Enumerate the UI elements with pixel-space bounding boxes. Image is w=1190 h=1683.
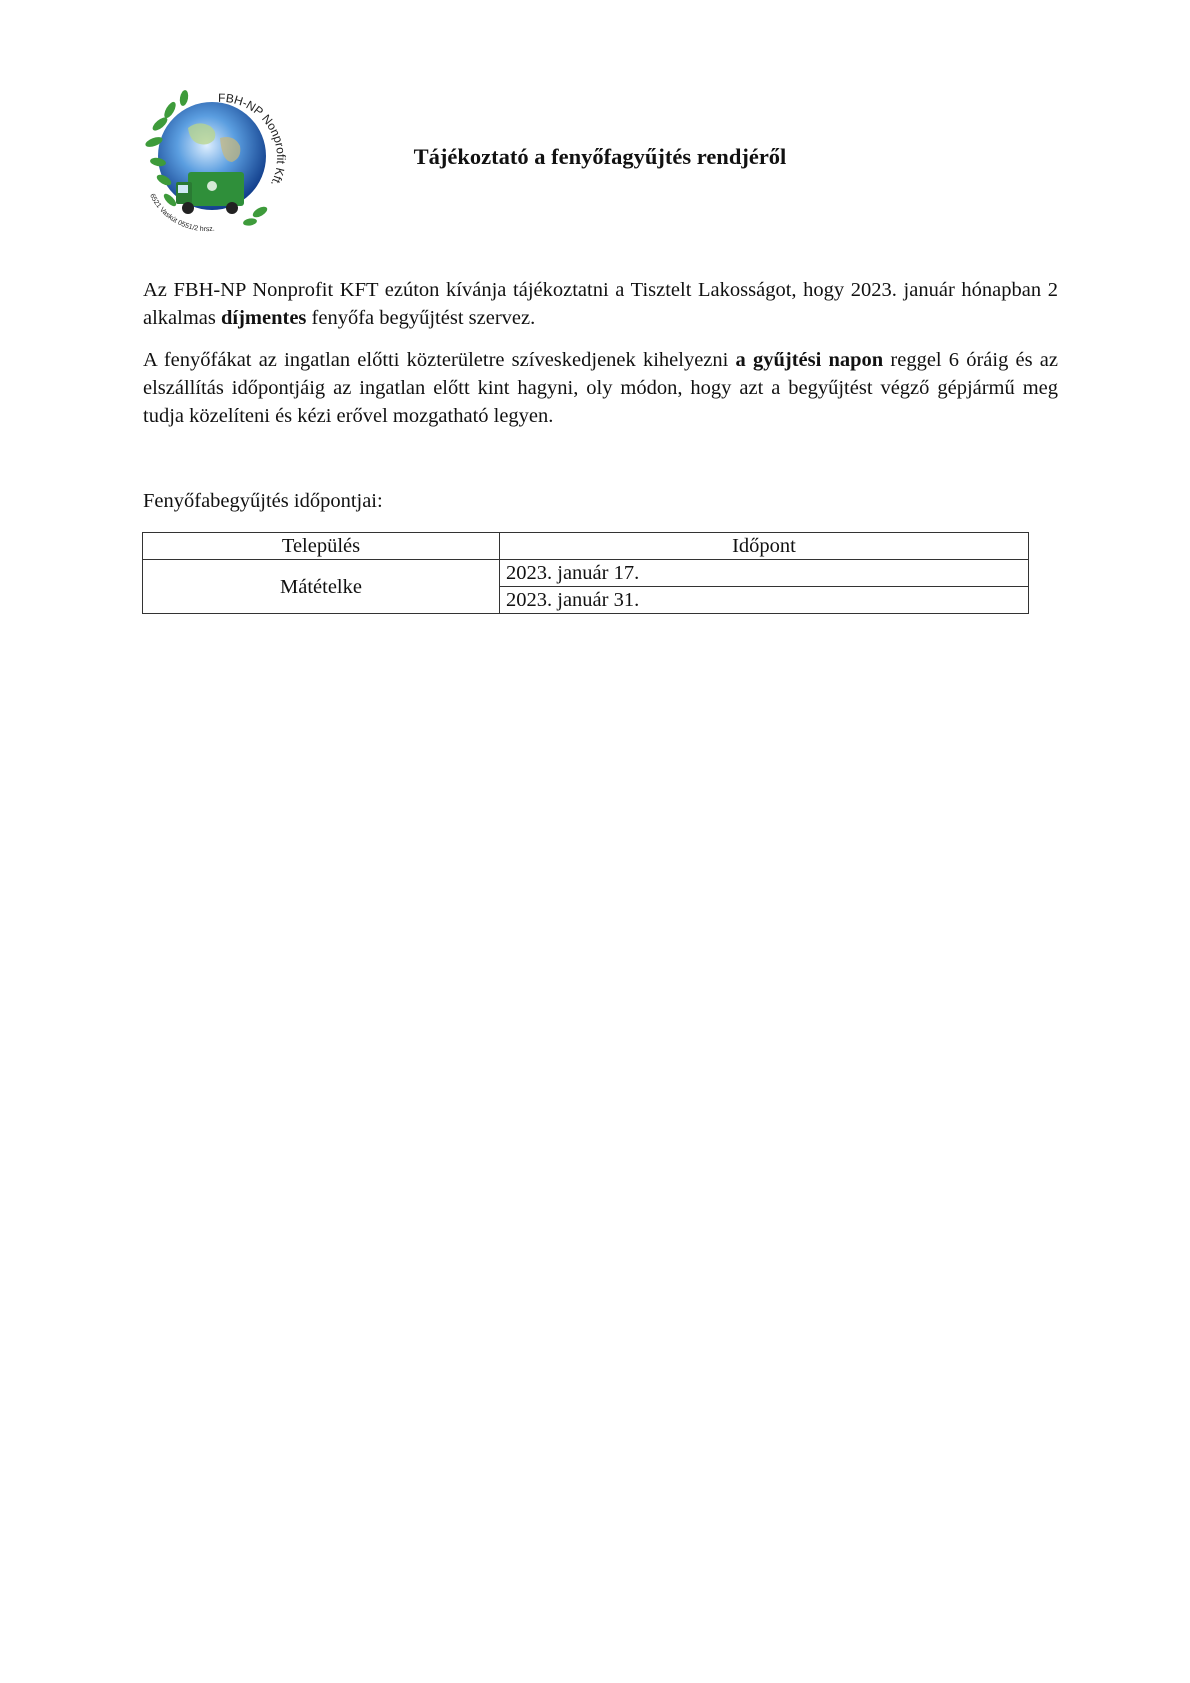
intro-text-start: Az FBH-NP Nonprofit KFT ezúton kívánja tájékoztatni a Tisztelt Lakosságot, hogy 2023. január hónapban 2 alkalmas	[143, 279, 1058, 329]
table-row	[143, 560, 1029, 587]
intro-text-end: fenyőfa begyűjtést szervez.	[306, 307, 536, 329]
column-header-settlement: Település	[143, 533, 500, 560]
company-logo	[140, 80, 300, 238]
intro-text-bold: díjmentes	[221, 307, 307, 329]
page-title: Tájékoztató a fenyőfagyűjtés rendjéről	[413, 144, 787, 169]
instructions-text-end: reggel 6 óráig és az elszállítás időpontjáig az ingatlan előtt kint hagyni, oly módon, hogy azt a begyűjtést végző gépjármű meg tudja közelíteni és kézi erővel mozgatható legyen.	[143, 349, 1059, 427]
instructions-text-start: A fenyőfákat az ingatlan előtti közterületre szíveskedjenek kihelyezni	[143, 349, 736, 371]
date-cell: 2023. január 17.	[500, 560, 1029, 587]
schedule-table	[142, 532, 1029, 614]
date-cell: 2023. január 31.	[500, 587, 1029, 614]
globe-truck-logo-icon	[140, 80, 300, 238]
logo-company-name: FBH-NP Nonprofit Kft.	[217, 90, 289, 189]
instructions-text-bold: a gyűjtési napon	[735, 349, 884, 371]
schedule-heading: Fenyőfabegyűjtés időpontjai:	[143, 490, 383, 512]
settlement-cell: Mátételke	[143, 560, 500, 614]
instructions-paragraph	[143, 346, 1058, 430]
intro-paragraph	[143, 276, 1058, 332]
column-header-date: Időpont	[500, 533, 1029, 560]
table-header-row	[143, 533, 1029, 560]
logo-address: 6521 Vaskút 0551/2 hrsz.	[148, 192, 216, 234]
